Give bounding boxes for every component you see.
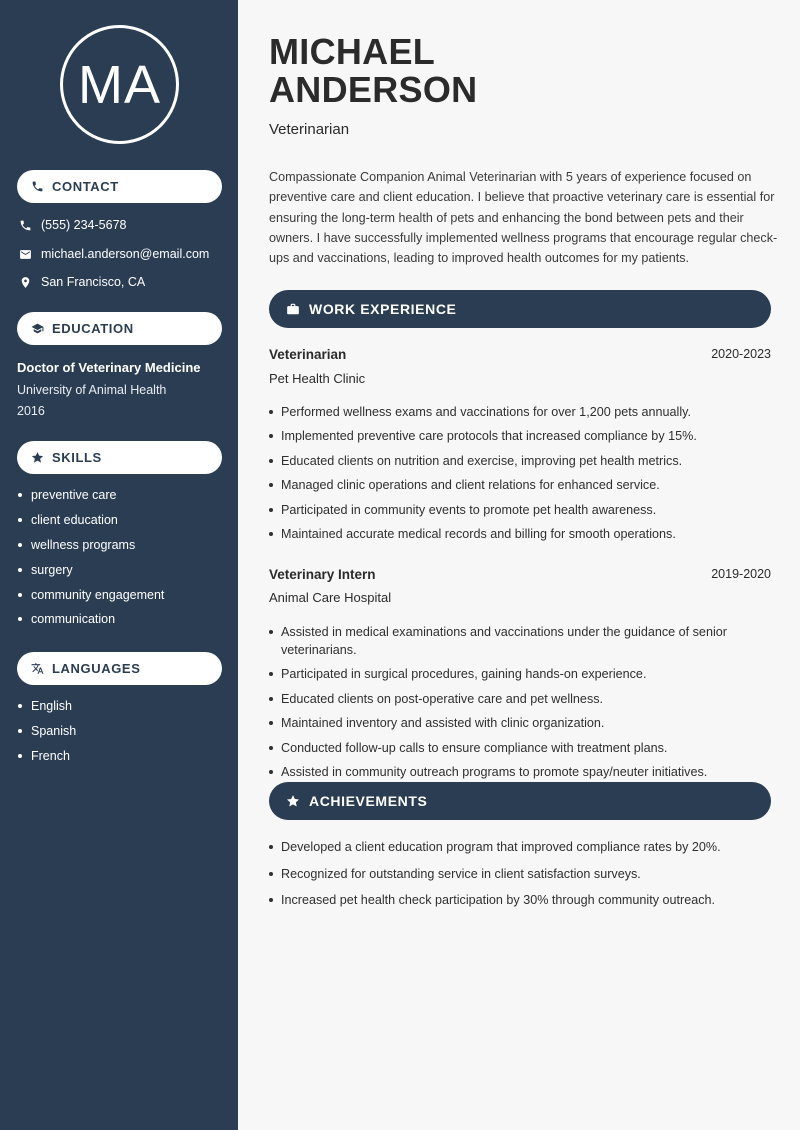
skill-item: community engagement (17, 582, 164, 607)
contact-phone: (555) 234-5678 (41, 218, 127, 232)
education-heading-pill (17, 312, 222, 345)
translate-icon (30, 662, 44, 676)
skills-list (17, 483, 164, 632)
achievements-list (269, 838, 749, 918)
language-item: French (17, 744, 76, 769)
phone-icon (30, 180, 44, 194)
first-name: MICHAEL (269, 31, 436, 72)
language-item: Spanish (17, 719, 76, 744)
job-2-company: Animal Care Hospital (269, 590, 392, 605)
job-1-bullets (269, 403, 749, 549)
job-2-title: Veterinary Intern (269, 567, 376, 582)
job-bullet: Assisted in medical examinations and vaccinations under the guidance of senior veterinarians. (269, 623, 749, 659)
job-bullet: Conducted follow-up calls to ensure compliance with treatment plans. (269, 739, 749, 757)
envelope-icon (17, 246, 33, 262)
contact-heading: CONTACT (52, 179, 119, 194)
achievement-item: Developed a client education program that improved compliance rates by 20%. (269, 838, 749, 856)
work-experience-banner (269, 290, 771, 328)
job-2-dates: 2019-2020 (711, 567, 771, 581)
briefcase-icon (285, 302, 300, 317)
graduation-cap-icon (30, 322, 44, 336)
education-year: 2016 (17, 404, 45, 418)
job-1-dates: 2020-2023 (711, 347, 771, 361)
candidate-name (269, 33, 477, 109)
contact-phone-row (17, 217, 126, 233)
work-experience-heading: WORK EXPERIENCE (309, 301, 457, 317)
achievements-heading: ACHIEVEMENTS (309, 793, 428, 809)
job-title-header: Veterinarian (269, 121, 350, 138)
job-2-bullets (269, 623, 749, 787)
map-pin-icon (17, 274, 33, 290)
monogram-avatar: MA (60, 25, 179, 144)
job-1-title: Veterinarian (269, 347, 347, 362)
achievement-item: Recognized for outstanding service in client satisfaction surveys. (269, 865, 749, 883)
sidebar (0, 0, 238, 1130)
skill-item: preventive care (17, 483, 164, 508)
phone-icon (17, 217, 33, 233)
star-icon (30, 451, 44, 465)
contact-email-row (17, 246, 209, 262)
skill-item: wellness programs (17, 533, 164, 558)
job-bullet: Participated in surgical procedures, gaining hands-on experience. (269, 665, 749, 683)
job-bullet: Maintained inventory and assisted with clinic organization. (269, 714, 749, 732)
job-bullet: Managed clinic operations and client relations for enhanced service. (269, 476, 749, 494)
skill-item: client education (17, 508, 164, 533)
job-bullet: Educated clients on nutrition and exercise, improving pet health metrics. (269, 452, 749, 470)
languages-heading: LANGUAGES (52, 661, 141, 676)
job-bullet: Performed wellness exams and vaccinations for over 1,200 pets annually. (269, 403, 749, 421)
languages-heading-pill (17, 652, 222, 685)
language-item: English (17, 694, 76, 719)
contact-heading-pill (17, 170, 222, 203)
job-bullet: Maintained accurate medical records and billing for smooth operations. (269, 525, 749, 543)
last-name: ANDERSON (269, 69, 478, 110)
main-content (238, 0, 800, 1130)
education-heading: EDUCATION (52, 321, 134, 336)
job-1-company: Pet Health Clinic (269, 371, 366, 386)
skills-heading-pill (17, 441, 222, 474)
education-school: University of Animal Health (17, 383, 167, 397)
languages-list (17, 694, 76, 768)
skill-item: communication (17, 607, 164, 632)
job-bullet: Implemented preventive care protocols that increased compliance by 15%. (269, 427, 749, 445)
contact-location: San Francisco, CA (41, 275, 146, 289)
summary-paragraph: Compassionate Companion Animal Veterinarian with 5 years of experience focused on preventive care and client education. I believe that proactive veterinary care is essential for ensuring the long-term health of pets and enhancing the bond between pets and their owners. I have successfully implemented wellness programs that encourage regular check-ups and vaccinations, leading to improved health outcomes for my patients. (269, 170, 778, 266)
job-bullet: Participated in community events to promote pet health awareness. (269, 501, 749, 519)
achievement-item: Increased pet health check participation by 30% through community outreach. (269, 891, 749, 909)
achievements-banner (269, 782, 771, 820)
education-degree: Doctor of Veterinary Medicine (17, 360, 201, 375)
contact-location-row (17, 274, 145, 290)
star-icon (285, 794, 300, 809)
contact-email: michael.anderson@email.com (41, 247, 210, 261)
skill-item: surgery (17, 557, 164, 582)
skills-heading: SKILLS (52, 450, 102, 465)
job-bullet: Educated clients on post-operative care and pet wellness. (269, 690, 749, 708)
job-bullet: Assisted in community outreach programs to promote spay/neuter initiatives. (269, 763, 749, 781)
